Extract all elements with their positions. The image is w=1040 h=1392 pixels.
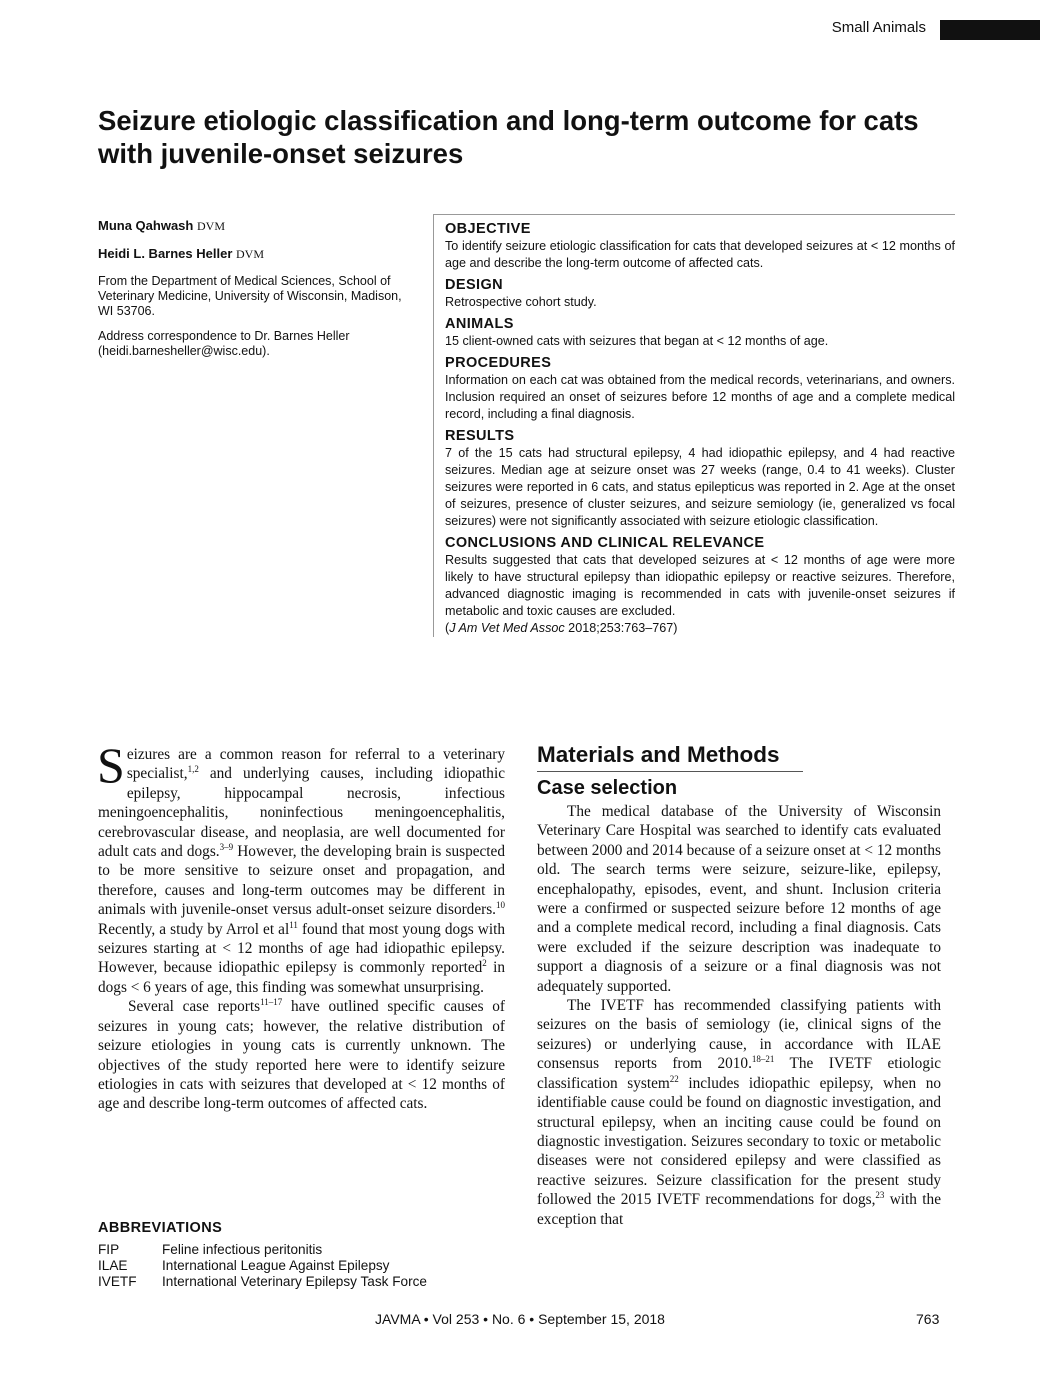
text-run: The IVETF has recommended classifying patients with seizures on the basis of semiology (ie, clinical signs of the seizures) or underlying cause, in accordance with ILAE consensus reports from 2010.: [537, 997, 941, 1073]
abstract-procedures-text: Information on each cat was obtained from the medical records, veterinarians, and owners. Inclusion required an onset of seizures before 12 months of age and a complete medical record, including a final diagnosis.: [445, 373, 955, 421]
citation-ref: 22: [669, 1073, 679, 1084]
abbreviation-term: FIP: [98, 1242, 120, 1257]
author: [98, 246, 420, 262]
citation-open: (: [445, 621, 450, 635]
introduction: [97, 737, 505, 1114]
abbreviation-definition: Feline infectious peritonitis: [162, 1242, 323, 1257]
intro-paragraph-1: [97, 737, 505, 997]
citation-rest: 2018;253:763–767): [564, 621, 678, 635]
abstract: [433, 214, 955, 637]
abstract-objective-text: To identify seizure etiologic classification for cats that developed seizures at < 12 months of age and describe the long-term outcome of affected cats.: [445, 239, 955, 270]
drop-cap: S: [97, 737, 125, 793]
text-run: have outlined specific causes of seizures in young cats; however, the relative distribution of seizure etiologies in young cats is currently unknown. The objectives of the study reported here were to identify seizure etiologies in cats with seizures that developed at < 12 months of age and describe long-term outcomes of affected cats.: [98, 998, 505, 1113]
text-run: The IVETF etiologic classification system: [537, 1055, 942, 1092]
author-degree: DVM: [236, 247, 265, 261]
article-title: Seizure etiologic classification and long-term outcome for cats with juvenile-onset seizures: [98, 105, 919, 169]
citation-ref: 18–21: [751, 1054, 775, 1065]
author-block: [98, 218, 420, 369]
citation-ref: 1,2: [187, 764, 199, 775]
methods-body: [537, 802, 941, 1229]
conclusions-text: Results suggested that cats that developed seizures at < 12 months of age were more likely to have structural epilepsy than idiopathic epilepsy or reactive seizures. Therefore, advanced diagnostic imaging is recommended in cats with juvenile-onset seizures if metabolic and toxic causes are excluded.: [445, 553, 955, 618]
abstract-design-text: Retrospective cohort study.: [445, 295, 597, 309]
citation-ref: 3–9: [219, 841, 234, 852]
abbreviation-row: [98, 1258, 505, 1274]
abstract-conclusions-text: [445, 552, 955, 637]
text-run: includes idiopathic epilepsy, when no identifiable cause could be found on diagnostic investigation, and structural epilepsy, when an inciting cause could be found on diagnostic investigation. Seizures secondary to toxic or metabolic diseases were not considered epilepsy and were classified as reactive seizures. Seizure classification for the present study followed the 2015 IVETF recommendations for dogs,: [537, 1074, 941, 1209]
text-run: eizures are a common reason for referral to a veterinary specialist,: [126, 746, 505, 783]
abbreviation-definition: International League Against Epilepsy: [162, 1258, 390, 1273]
author-degree: DVM: [196, 219, 225, 233]
footer-journal: JAVMA • Vol 253 • No. 6 • September 15, 2018: [375, 1311, 665, 1327]
citation-ref: 11: [289, 919, 298, 930]
intro-paragraph-2: [98, 997, 505, 1113]
author-name: Muna Qahwash: [98, 218, 194, 233]
abstract-procedures-heading: PROCEDURES: [445, 355, 552, 371]
abstract-animals-heading: ANIMALS: [445, 316, 514, 332]
citation-ref: 11–17: [260, 997, 283, 1008]
author-name: Heidi L. Barnes Heller: [98, 246, 233, 261]
citation-journal: J Am Vet Med Assoc: [449, 621, 565, 635]
abstract-objective-heading: OBJECTIVE: [445, 221, 531, 237]
author: [98, 218, 420, 234]
abbreviation-term: IVETF: [98, 1274, 137, 1289]
methods-paragraph-1: The medical database of the University of Wisconsin Veterinary Care Hospital was searched to identify cats evaluated between 2000 and 2014 because of a seizure onset at < 12 months old. The search terms were seizure, seizure-like, epilepsy, encephalopathy, episodes, event, and shunt. Inclusion criteria were a confirmed or suspected seizure before 12 months of age and a complete medical record, including a final diagnosis. Cats were excluded if the seizure description was inadequate to support a diagnosis of a seizure or a final diagnosis was not adequately supported.: [537, 803, 941, 995]
page-number: 763: [916, 1311, 940, 1327]
correspondence: Address correspondence to Dr. Barnes Heller (heidi.barnesheller@wisc.edu).: [98, 329, 350, 358]
abbreviation-row: [98, 1274, 505, 1290]
methods-heading: Materials and Methods: [537, 742, 803, 772]
text-run: found that most young dogs with seizures starting at < 12 months of age had idiopathic epilepsy. However, because idiopathic epilepsy is commonly reported: [98, 920, 505, 977]
affiliation: From the Department of Medical Sciences, School of Veterinary Medicine, University of Wisconsin, Madison, WI 53706.: [98, 274, 402, 318]
citation-ref: 10: [496, 900, 505, 911]
text-run: Recently, a study by Arrol et al: [98, 920, 290, 938]
text-run: in dogs < 6 years of age, this finding was somewhat unsurprising.: [98, 959, 505, 996]
abbreviation-row: [98, 1242, 505, 1258]
text-run: However, the developing brain is suspected to be more sensitive to seizure onset and propagation, and therefore, causes and long-term outcomes may be different in animals with juvenile-onset versus adult-onset seizure disorders.: [98, 843, 505, 919]
section-bar: [940, 20, 1040, 40]
abbreviations-heading: ABBREVIATIONS: [98, 1220, 223, 1236]
abstract-design-heading: DESIGN: [445, 277, 503, 293]
text-run: and underlying causes, including idiopathic epilepsy, hippocampal necrosis, infectious meningoencephalitis, noninfectious meningoencephalitis, cerebrovascular disease, and neoplasia, are well documented for adult cats and dogs.: [98, 765, 505, 861]
abbreviations: [98, 1220, 505, 1290]
citation-ref: 2: [482, 958, 487, 969]
section-label: Small Animals: [831, 19, 926, 36]
abbreviation-definition: International Veterinary Epilepsy Task Force: [162, 1274, 427, 1289]
abstract-results-heading: RESULTS: [445, 428, 515, 444]
citation-ref: 23: [875, 1190, 885, 1201]
text-run: with the exception that: [537, 1191, 941, 1228]
abstract-conclusions-heading: CONCLUSIONS AND CLINICAL RELEVANCE: [445, 535, 765, 551]
text-run: Several case reports: [128, 998, 261, 1016]
abstract-animals-text: 15 client-owned cats with seizures that began at < 12 months of age.: [445, 334, 829, 348]
methods-paragraph-2: [537, 996, 941, 1229]
abstract-results-text: 7 of the 15 cats had structural epilepsy, 4 had idiopathic epilepsy, and 4 had reactive seizures. Median age at seizure onset was 27 weeks (range, 0.4 to 41 weeks). Cluster seizures were reported in 6 cats, and status epilepticus was reported in 2. Age at the onset of seizures, presence of cluster seizures, and seizure semiology (ie, generalized vs focal seizures) were not significantly associated with seizure etiologic classification.: [445, 446, 955, 528]
case-selection-heading: Case selection: [537, 777, 678, 799]
abbreviation-term: ILAE: [98, 1258, 128, 1273]
